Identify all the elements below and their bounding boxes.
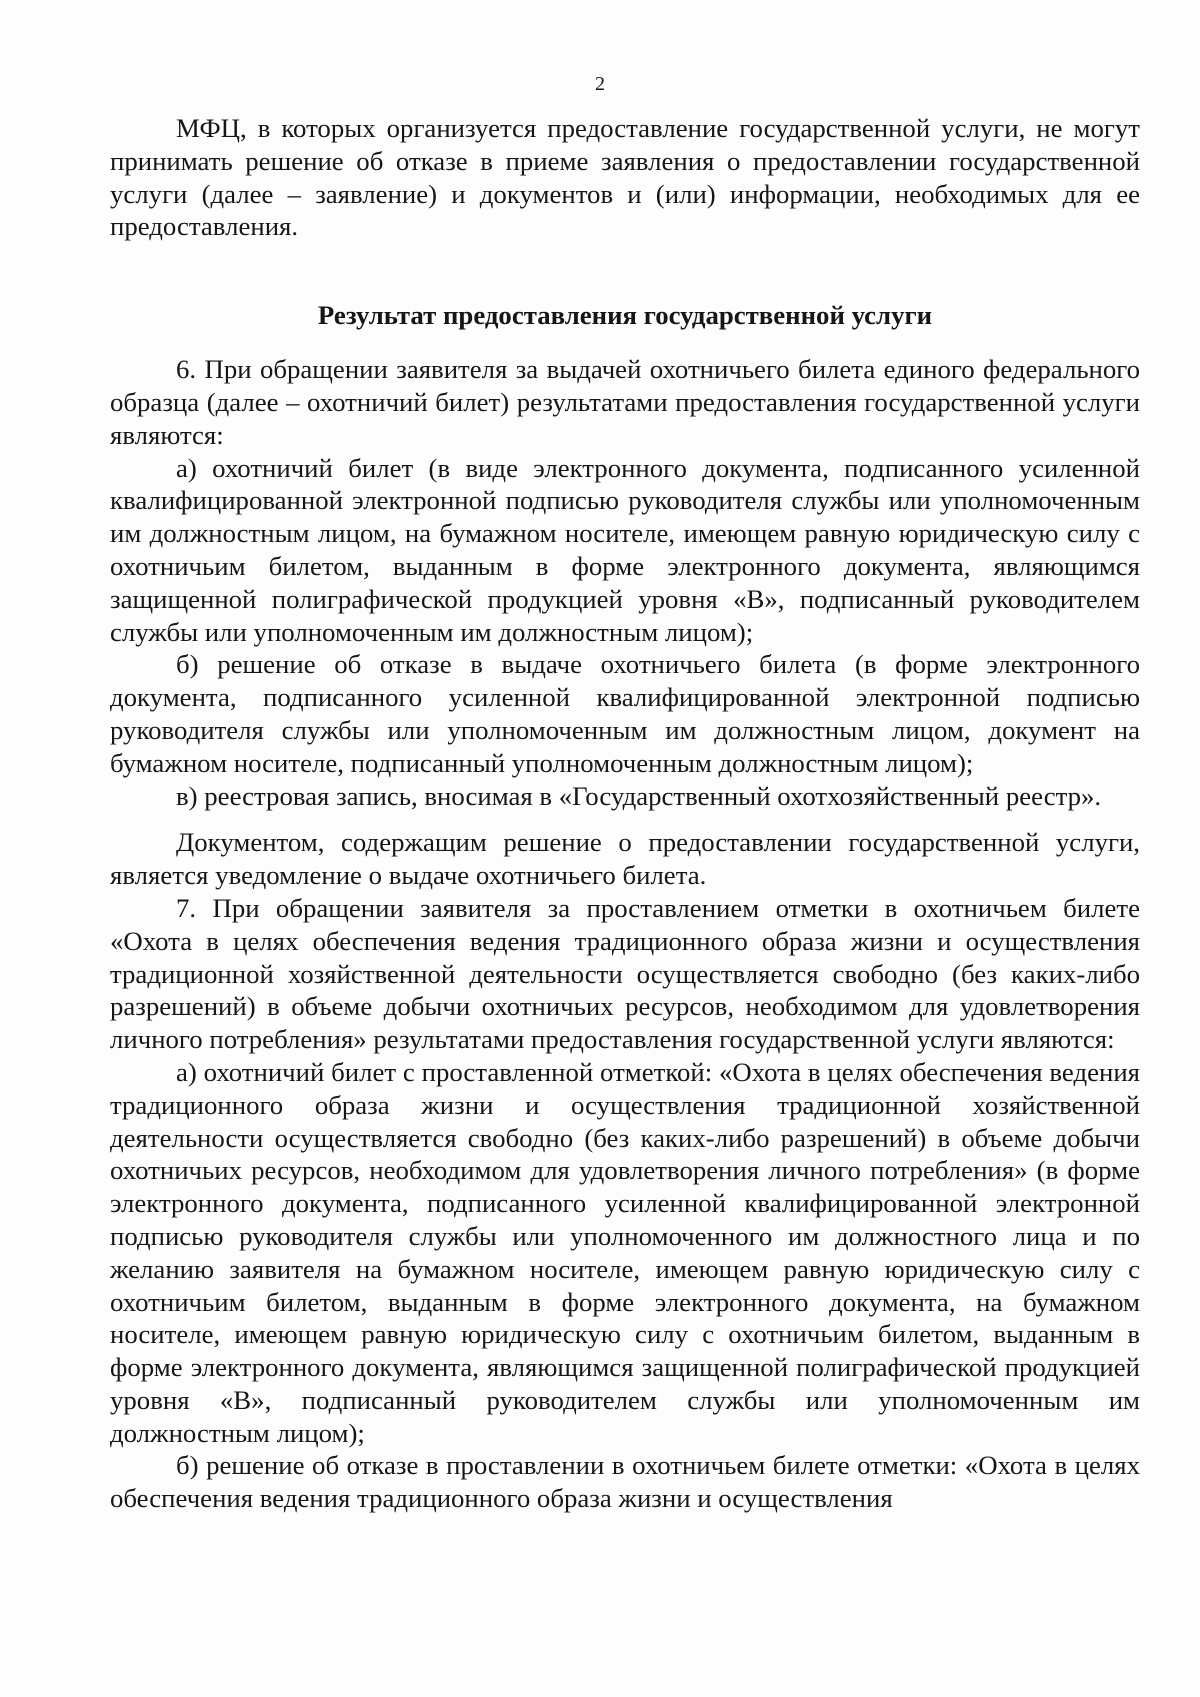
paragraph-7a: а) охотничий билет с проставленной отметкой: «Охота в целях обеспечения ведения традиционного образа жизни и осуществления традиционной хозяйственной деятельности осуществляется свободно (без каких-либо разрешений) в объеме добычи охотничьих ресурсов, необходимом для удовлетворения личного потребления» (в форме электронного документа, подписанного усиленной квалифицированной электронной подписью руководителя службы или уполномоченного им должностного лица и по желанию заявителя на бумажном носителе, имеющем равную юридическую силу с охотничьим билетом, выданным в форме электронного документа, на бумажном носителе, имеющем равную юридическую силу с охотничьим билетом, выданным в форме электронного документа, являющимся защищенной полиграфической продукцией уровня «В», подписанный руководителем службы или уполномоченным им должностным лицом); xyxy=(110,1056,1140,1448)
intro-paragraph: МФЦ, в которых организуется предоставление государственной услуги, не могут принимать решение об отказе в приеме заявления о предоставлении государственной услуги (далее – заявление) и документов и (или) информации, необходимых для ее предоставления. xyxy=(110,113,1140,242)
paragraph-7: 7. При обращении заявителя за проставлением отметки в охотничьем билете «Охота в целях обеспечения ведения традиционного образа жизни и осуществления традиционной хозяйственной деятельности осуществляется свободно (без каких-либо разрешений) в объеме добычи охотничьих ресурсов, необходимом для удовлетворения личного потребления» результатами предоставления государственной услуги являются: xyxy=(110,892,1140,1055)
paragraph-7b: б) решение об отказе в проставлении в охотничьем билете отметки: «Охота в целях обеспечения ведения традиционного образа жизни и осуществления xyxy=(110,1450,1140,1514)
paragraph-6v: в) реестровая запись, вносимая в «Государственный охотхозяйственный реестр». xyxy=(176,780,1102,811)
paragraph-6: 6. При обращении заявителя за выдачей охотничьего билета единого федерального образца (далее – охотничий билет) результатами предоставления государственной услуги являются: xyxy=(110,354,1140,450)
paragraph-6b: б) решение об отказе в выдаче охотничьего билета (в форме электронного документа, подписанного усиленной квалифицированной электронной подписью руководителя службы или уполномоченным им должностным лицом, документ на бумажном носителе, подписанный уполномоченным должностным лицом); xyxy=(110,649,1140,778)
paragraph-6a: а) охотничий билет (в виде электронного документа, подписанного усиленной квалифицированной электронной подписью руководителя службы или уполномоченным им должностным лицом, на бумажном носителе, имеющем равную юридическую силу с охотничьим билетом, выданным в форме электронного документа, являющимся защищенной полиграфической продукцией уровня «В», подписанный руководителем службы или уполномоченным им должностным лицом); xyxy=(110,452,1140,647)
page-number: 2 xyxy=(595,73,605,95)
paragraph-decision-document: Документом, содержащим решение о предоставлении государственной услуги, является уведомление о выдаче охотничьего билета. xyxy=(110,827,1140,891)
section-heading: Результат предоставления государственной услуги xyxy=(317,300,933,331)
document-body xyxy=(110,112,1140,1515)
